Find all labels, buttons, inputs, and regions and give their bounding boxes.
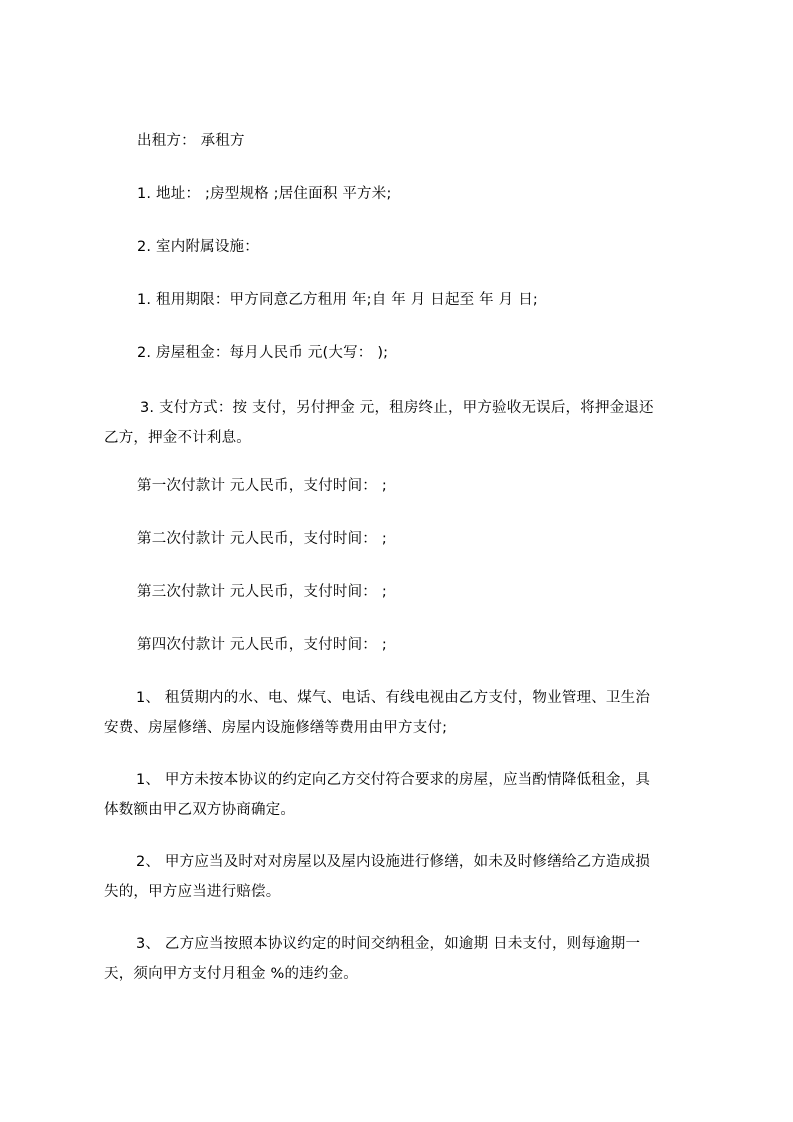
expenses-line-2: 安费、房屋修缮、房屋内设施修缮等费用由甲方支付; xyxy=(104,720,448,736)
installment-2-line: 第二次付款计 元人民币，支付时间： ; xyxy=(137,531,387,547)
facilities-line: 2. 室内附属设施： xyxy=(137,239,259,255)
clause-3-line-1: 3、 乙方应当按照本协议约定的时间交纳租金，如逾期 日未支付，则每逾期一 xyxy=(136,936,641,952)
clause-1-line-2: 体数额由甲乙双方协商确定。 xyxy=(104,802,296,818)
installment-1-line: 第一次付款计 元人民币，支付时间： ; xyxy=(137,478,387,494)
address-line: 1. 地址： ;房型规格 ;居住面积 平方米; xyxy=(137,186,392,202)
payment-method-paragraph xyxy=(104,393,703,453)
installment-4-line: 第四次付款计 元人民币，支付时间： ; xyxy=(137,637,387,653)
payment-method-line-2: 乙方，押金不计利息。 xyxy=(104,430,251,446)
term-line: 1. 租用期限：甲方同意乙方租用 年;自 年 月 日起至 年 月 日; xyxy=(137,292,538,308)
rent-line: 2. 房屋租金：每月人民币 元(大写： ); xyxy=(137,345,389,361)
payment-method-line-1: 3. 支付方式：按 支付，另付押金 元，租房终止，甲方验收无误后，将押金退还 xyxy=(140,400,654,416)
parties-line: 出租方： 承租方 xyxy=(137,133,245,149)
clause-3-line-2: 天，须向甲方支付月租金 %的违约金。 xyxy=(104,966,358,982)
clause-1-paragraph xyxy=(104,765,699,825)
clause-3-paragraph xyxy=(104,929,699,989)
expenses-paragraph xyxy=(104,683,699,743)
installment-3-line: 第三次付款计 元人民币，支付时间： ; xyxy=(137,584,387,600)
clause-2-line-2: 失的，甲方应当进行赔偿。 xyxy=(104,884,281,900)
clause-2-line-1: 2、 甲方应当及时对对房屋以及屋内设施进行修缮，如未及时修缮给乙方造成损 xyxy=(136,854,651,870)
expenses-line-1: 1、 租赁期内的水、电、煤气、电话、有线电视由乙方支付，物业管理、卫生治 xyxy=(136,690,651,706)
clause-2-paragraph xyxy=(104,847,699,907)
clause-1-line-1: 1、 甲方未按本协议的约定向乙方交付符合要求的房屋，应当酌情降低租金，具 xyxy=(136,772,651,788)
